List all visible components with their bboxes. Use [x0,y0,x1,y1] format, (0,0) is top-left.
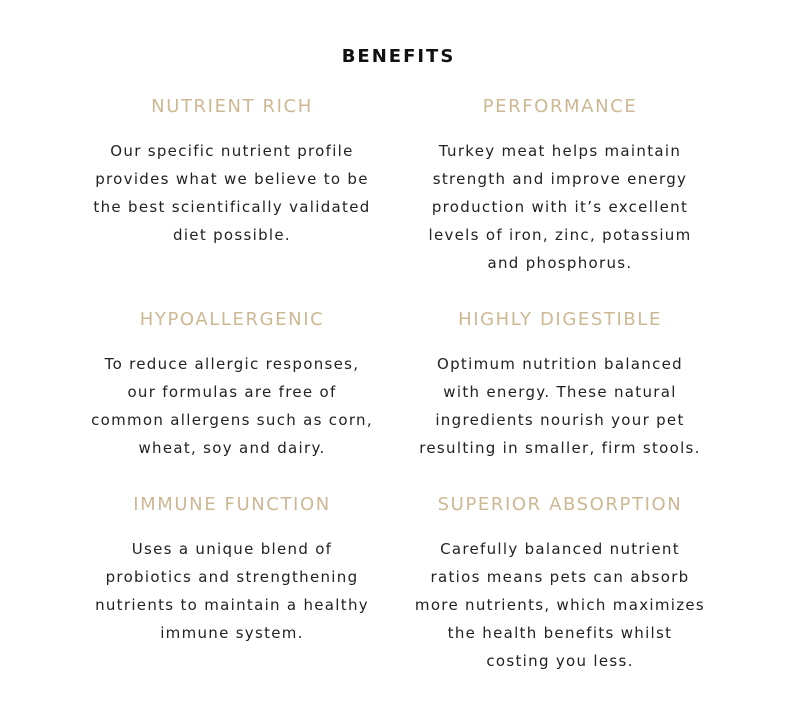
benefit-superior-absorption [400,493,720,675]
description-line: with energy. These natural [443,383,677,401]
benefit-heading: IMMUNE FUNCTION [133,494,331,515]
description-line: Turkey meat helps maintain [438,142,682,160]
benefit-description [72,137,392,249]
description-line: ratios means pets can absorb [430,568,690,586]
description-line: levels of iron, zinc, potassium [428,226,692,244]
description-line: nutrients to maintain a healthy [95,596,369,614]
description-line: Carefully balanced nutrient [440,540,680,558]
description-line: costing you less. [486,652,634,670]
description-line: Uses a unique blend of [131,540,333,558]
description-line: resulting in smaller, firm stools. [419,439,701,457]
description-line: common allergens such as corn, [91,411,373,429]
benefit-highly-digestible [400,308,720,462]
benefit-heading: NUTRIENT RICH [151,96,313,117]
benefit-heading: HIGHLY DIGESTIBLE [458,309,662,330]
description-line: more nutrients, which maximizes [414,596,706,614]
benefit-description [72,535,392,647]
benefit-performance [400,95,720,277]
benefit-description [400,535,720,675]
description-line: Optimum nutrition balanced [437,355,683,373]
description-line: our formulas are free of [127,383,337,401]
description-line: diet possible. [173,226,291,244]
benefit-immune-function [72,493,392,647]
section-title: BENEFITS [341,46,456,67]
benefit-description [400,350,720,462]
benefit-description [400,137,720,277]
description-line: production with it’s excellent [431,198,689,216]
benefit-hypoallergenic [72,308,392,462]
benefit-heading: HYPOALLERGENIC [139,309,325,330]
description-line: Our specific nutrient profile [110,142,354,160]
description-line: and phosphorus. [487,254,633,272]
description-line: To reduce allergic responses, [104,355,360,373]
description-line: provides what we believe to be [95,170,369,188]
benefit-nutrient-rich [72,95,392,249]
description-line: immune system. [160,624,304,642]
benefit-description [72,350,392,462]
description-line: the health benefits whilst [447,624,673,642]
benefit-heading: SUPERIOR ABSORPTION [437,494,683,515]
benefit-heading: PERFORMANCE [482,96,638,117]
description-line: ingredients nourish your pet [435,411,685,429]
description-line: strength and improve energy [432,170,688,188]
description-line: wheat, soy and dairy. [138,439,326,457]
description-line: probiotics and strengthening [105,568,359,586]
description-line: the best scientifically validated [93,198,371,216]
